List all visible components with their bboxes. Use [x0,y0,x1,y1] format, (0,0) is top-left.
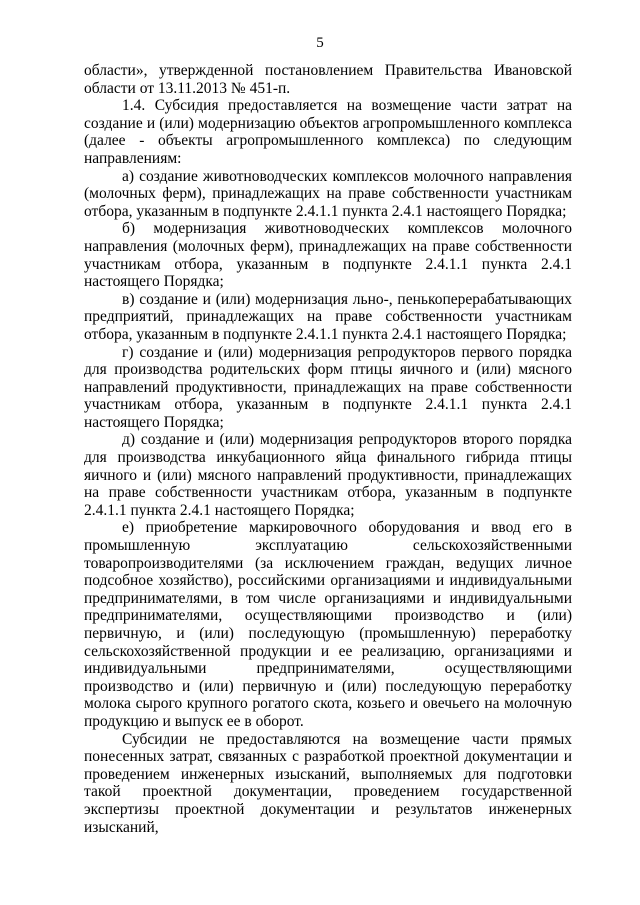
paragraph-item-v: в) создание и (или) модернизация льно-, пенькоперерабатывающих предприятий, принадлежащих на праве собственности участникам отбора, указанным в подпункте 2.4.1.1 пункта 2.4.1 настоящего Порядка; [84,290,572,343]
paragraph-item-e: е) приобретение маркировочного оборудования и ввод его в промышленную эксплуатацию сельскохозяйственными товаропроизводителями (за исключением граждан, ведущих личное подсобное хозяйство), российскими организациями и индивидуальными предпринимателями, в том числе организациями и индивидуальными предпринимателями, осуществляющими производство и (или) первичную, и (или) последующую (промышленную) переработку сельскохозяйственной продукции и ее реализацию, организациями и индивидуальными предпринимателями, осуществляющими производство и (или) первичную и (или) последующую переработку молока сырого крупного рогатого скота, козьего и овечьего на молочную продукцию и выпуск ее в оборот. [84,519,572,730]
document-body [84,62,572,836]
paragraph-subsidy-exclusions: Субсидии не предоставляются на возмещение части прямых понесенных затрат, связанных с разработкой проектной документации и проведением инженерных изысканий, выполняемых для подготовки такой проектной документации, проведением государственной экспертизы проектной документации и результатов инженерных изысканий, [84,730,572,836]
paragraph-continuation: области», утвержденной постановлением Правительства Ивановской области от 13.11.2013 № 451-п. [84,62,572,97]
page-number: 5 [316,35,324,51]
paragraph-item-b: б) модернизация животноводческих комплексов молочного направления (молочных ферм), принадлежащих на праве собственности участникам отбора, указанным в подпункте 2.4.1.1 пункта 2.4.1 настоящего Порядка; [84,220,572,291]
paragraph-item-g: г) создание и (или) модернизация репродукторов первого порядка для производства родительских форм птицы яичного и (или) мясного направлений продуктивности, принадлежащих на праве собственности участникам отбора, указанным в подпункте 2.4.1.1 пункта 2.4.1 настоящего Порядка; [84,343,572,431]
paragraph-item-d: д) создание и (или) модернизация репродукторов второго порядка для производства инкубационного яйца финального гибрида птицы яичного и (или) мясного направлений продуктивности, принадлежащих на праве собственности участникам отбора, указанным в подпункте 2.4.1.1 пункта 2.4.1 настоящего Порядка; [84,431,572,519]
paragraph-clause-1-4: 1.4. Субсидия предоставляется на возмещение части затрат на создание и (или) модернизацию объектов агропромышленного комплекса (далее - объекты агропромышленного комплекса) по следующим направлениям: [84,97,572,167]
paragraph-item-a: а) создание животноводческих комплексов молочного направления (молочных ферм), принадлежащих на праве собственности участникам отбора, указанным в подпункте 2.4.1.1 пункта 2.4.1 настоящего Порядка; [84,167,572,220]
